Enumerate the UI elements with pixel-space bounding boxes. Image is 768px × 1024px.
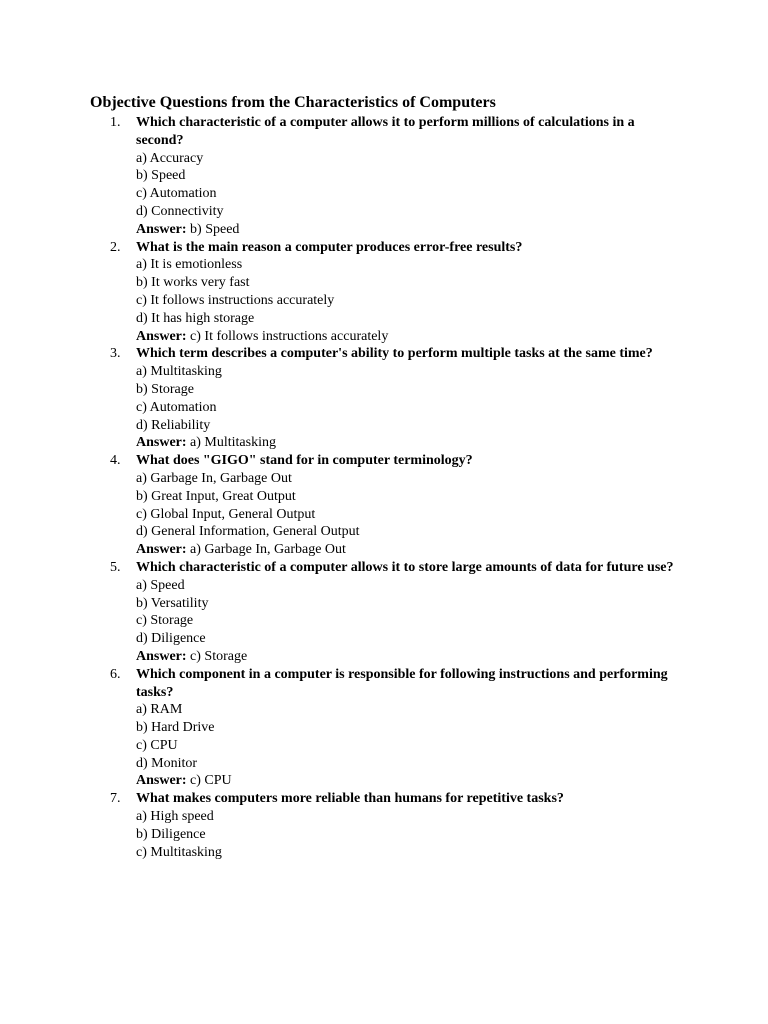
question-item bbox=[0, 345, 676, 452]
question-item bbox=[0, 790, 676, 861]
answer-option: d) Monitor bbox=[136, 755, 198, 771]
answer-line bbox=[136, 434, 676, 452]
answer-option: d) It has high storage bbox=[136, 310, 255, 326]
page-title: Objective Questions from the Characteristics of Computers bbox=[90, 94, 496, 111]
answer-option: c) Automation bbox=[136, 399, 217, 415]
question-number: 7. bbox=[110, 791, 121, 807]
question-text: Which component in a computer is responsible for following instructions and performing tasks? bbox=[136, 666, 668, 700]
answer-option: b) Great Input, Great Output bbox=[136, 488, 296, 504]
answer-option: c) Global Input, General Output bbox=[136, 506, 316, 522]
answer-option: c) It follows instructions accurately bbox=[136, 292, 335, 308]
answer-option: c) CPU bbox=[136, 737, 178, 753]
question-text: What is the main reason a computer produces error-free results? bbox=[136, 239, 523, 255]
answer-option: c) Storage bbox=[136, 613, 194, 629]
question-number: 5. bbox=[110, 559, 121, 575]
answer-option: a) Speed bbox=[136, 577, 185, 593]
answer-option: a) High speed bbox=[136, 809, 214, 825]
answer-line bbox=[136, 772, 676, 790]
answer-line bbox=[136, 541, 676, 559]
answer-option: b) It works very fast bbox=[136, 275, 250, 291]
answer-option: d) Diligence bbox=[136, 631, 206, 647]
question-text: Which term describes a computer's ability to perform multiple tasks at the same time? bbox=[136, 346, 653, 362]
answer-line bbox=[136, 221, 676, 239]
answer-option: c) Multitasking bbox=[136, 844, 222, 860]
question-number: 4. bbox=[110, 453, 121, 469]
answer-option: a) Multitasking bbox=[136, 364, 222, 380]
answer-option: b) Versatility bbox=[136, 595, 209, 611]
answer-value: c) Storage bbox=[190, 648, 248, 664]
question-number: 1. bbox=[110, 115, 121, 130]
answer-value: b) Speed bbox=[190, 221, 240, 237]
answer-value: a) Garbage In, Garbage Out bbox=[190, 542, 346, 558]
question-text: What does "GIGO" stand for in computer terminology? bbox=[136, 453, 473, 469]
answer-option: b) Storage bbox=[136, 381, 194, 397]
question-text: What makes computers more reliable than humans for repetitive tasks? bbox=[136, 791, 564, 807]
question-item bbox=[0, 559, 676, 666]
answer-option: a) It is emotionless bbox=[136, 257, 243, 273]
question-item bbox=[0, 452, 676, 559]
question-item bbox=[0, 239, 676, 346]
answer-label: Answer: bbox=[136, 773, 187, 789]
question-item bbox=[0, 114, 676, 239]
question-number: 6. bbox=[110, 666, 121, 682]
answer-line bbox=[136, 328, 676, 346]
question-item bbox=[0, 666, 676, 791]
question-list bbox=[0, 114, 768, 861]
question-number: 2. bbox=[110, 239, 121, 255]
answer-value: c) CPU bbox=[190, 773, 232, 789]
answer-value: a) Multitasking bbox=[190, 435, 276, 451]
answer-option: a) Garbage In, Garbage Out bbox=[136, 470, 292, 486]
answer-option: b) Speed bbox=[136, 168, 186, 184]
answer-option: d) General Information, General Output bbox=[136, 524, 360, 540]
answer-option: b) Diligence bbox=[136, 826, 206, 842]
answer-line bbox=[136, 648, 676, 666]
answer-option: c) Automation bbox=[136, 186, 217, 202]
answer-label: Answer: bbox=[136, 328, 187, 344]
answer-label: Answer: bbox=[136, 435, 187, 451]
answer-label: Answer: bbox=[136, 648, 187, 664]
answer-option: d) Connectivity bbox=[136, 203, 224, 219]
answer-option: b) Hard Drive bbox=[136, 720, 215, 736]
question-number: 3. bbox=[110, 346, 121, 362]
question-text: Which characteristic of a computer allows it to perform millions of calculations in a second? bbox=[136, 115, 635, 148]
answer-label: Answer: bbox=[136, 542, 187, 558]
answer-option: a) RAM bbox=[136, 702, 183, 718]
answer-label: Answer: bbox=[136, 221, 187, 237]
answer-option: a) Accuracy bbox=[136, 150, 204, 166]
answer-value: c) It follows instructions accurately bbox=[190, 328, 389, 344]
question-text: Which characteristic of a computer allows it to store large amounts of data for future use? bbox=[136, 559, 674, 575]
answer-option: d) Reliability bbox=[136, 417, 211, 433]
